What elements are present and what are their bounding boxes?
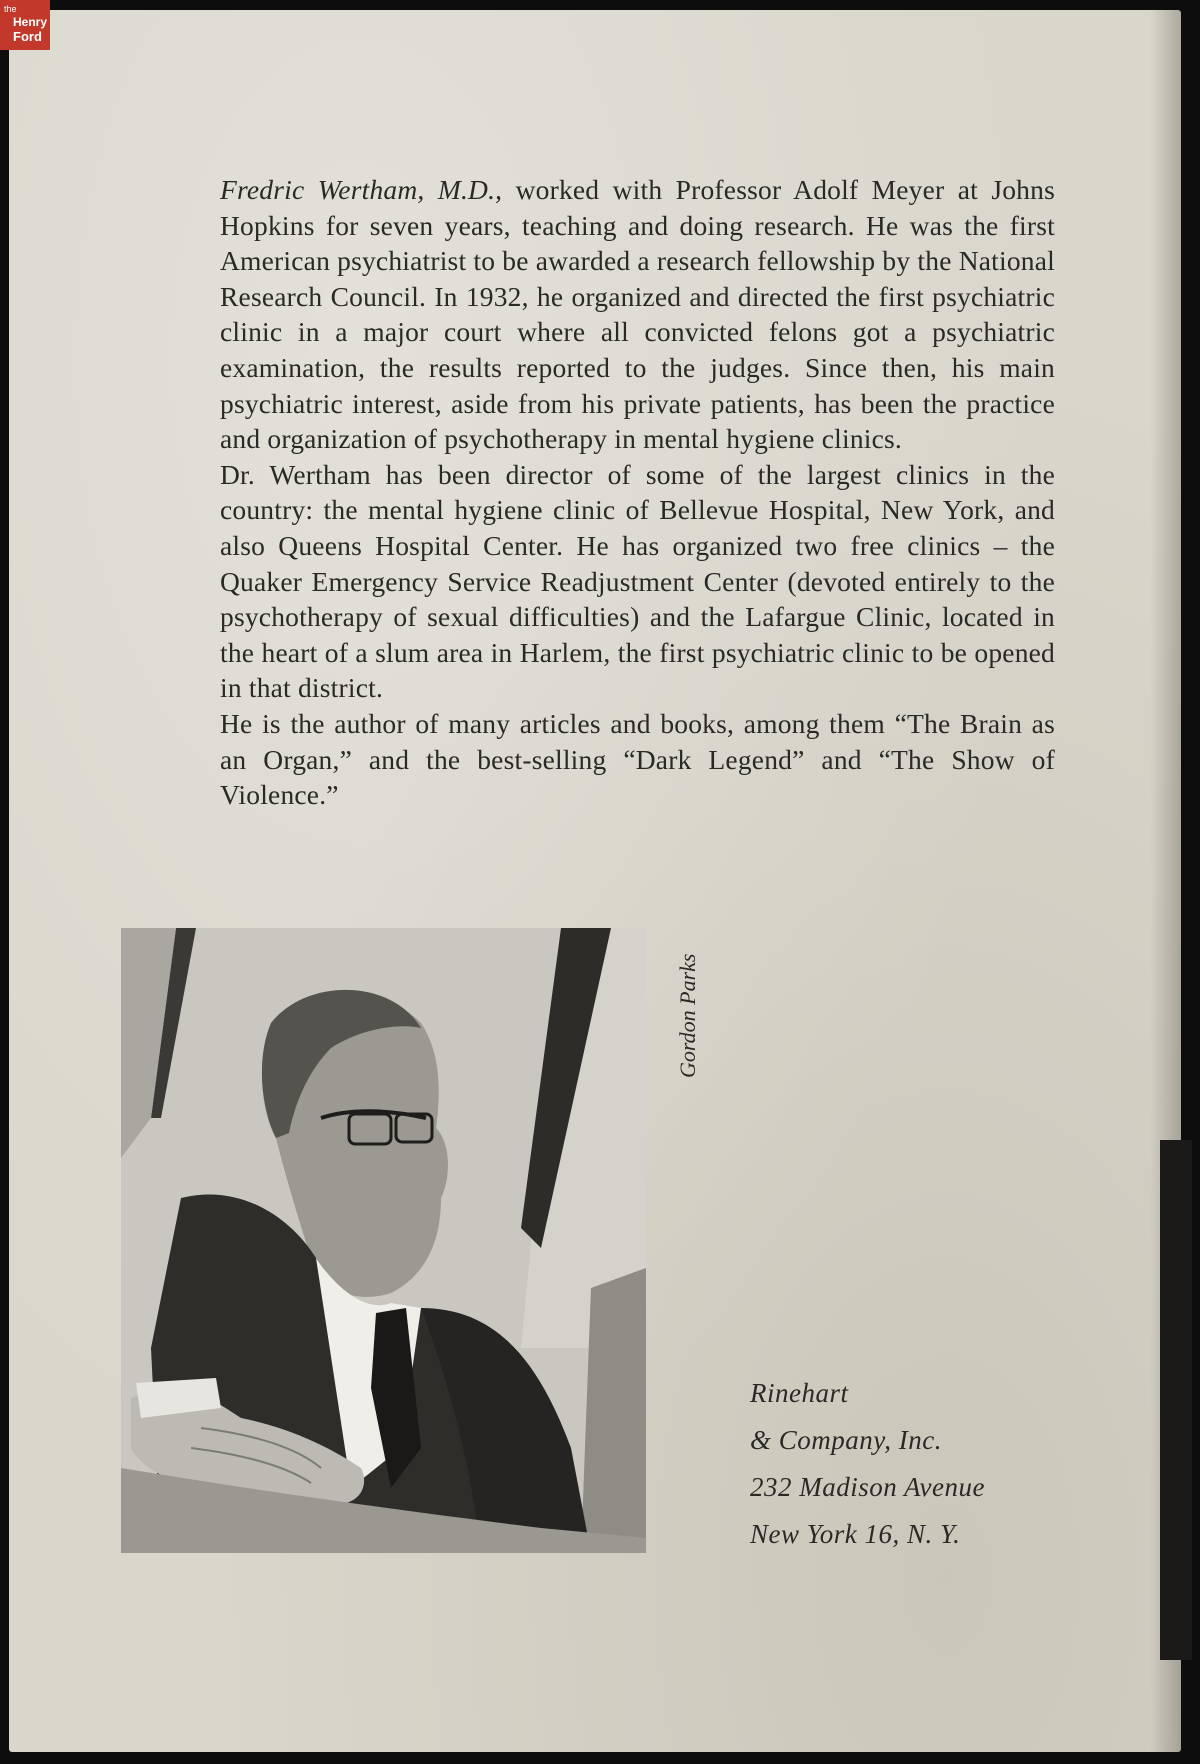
logo-text-the: the (4, 4, 17, 14)
author-photo (121, 928, 646, 1553)
publisher-name: Rinehart (750, 1378, 849, 1408)
logo-text-henry: Henry (13, 15, 48, 29)
author-name: Fredric Wertham, M.D., (220, 174, 503, 205)
henry-ford-logo (0, 0, 50, 50)
publisher-city: New York 16, N. Y. (750, 1519, 961, 1549)
bio-paragraph-2: Dr. Wertham has been director of some of the largest clinics in the country: the mental hygiene clinic of Bellevue Hospital, New York, and also Queens Hospital Center. He has organized two free clinics – the Quaker Emergency Service Readjustment Center (devoted entirely to the psychotherapy of sexual difficulties) and the Lafargue Clinic, located in the heart of a slum area in Harlem, the first psychiatric clinic to be opened in that district. (220, 458, 1055, 704)
author-photo-image (121, 928, 646, 1553)
publisher-imprint (750, 1370, 985, 1558)
jacket-dark-edge (1160, 1140, 1192, 1660)
bio-paragraph-1 (220, 172, 1055, 457)
publisher-street: 232 Madison Avenue (750, 1472, 985, 1502)
logo-text-ford: Ford (13, 29, 42, 44)
author-biography (220, 172, 1055, 813)
bio-paragraph-1-text: worked with Professor Adolf Meyer at Johns Hopkins for seven years, teaching and doing research. He was the first American psychiatrist to be awarded a research fellowship by the National Research Council. In 1932, he organized and directed the first psychiatric clinic in a major court where all convicted felons got a psychiatric examination, the results reported to the judges. Since then, his main psychiatric interest, aside from his private patients, has been the practice and organization of psychotherapy in mental hygiene clinics. (220, 174, 1055, 455)
photo-credit-text: Gordon Parks (675, 953, 700, 1078)
publisher-company: & Company, Inc. (750, 1425, 942, 1455)
bio-paragraph-3: He is the author of many articles and books, among them “The Brain as an Organ,” and the best-selling “Dark Legend” and “The Show of Violence.” (220, 707, 1055, 811)
photo-credit (663, 928, 700, 1078)
